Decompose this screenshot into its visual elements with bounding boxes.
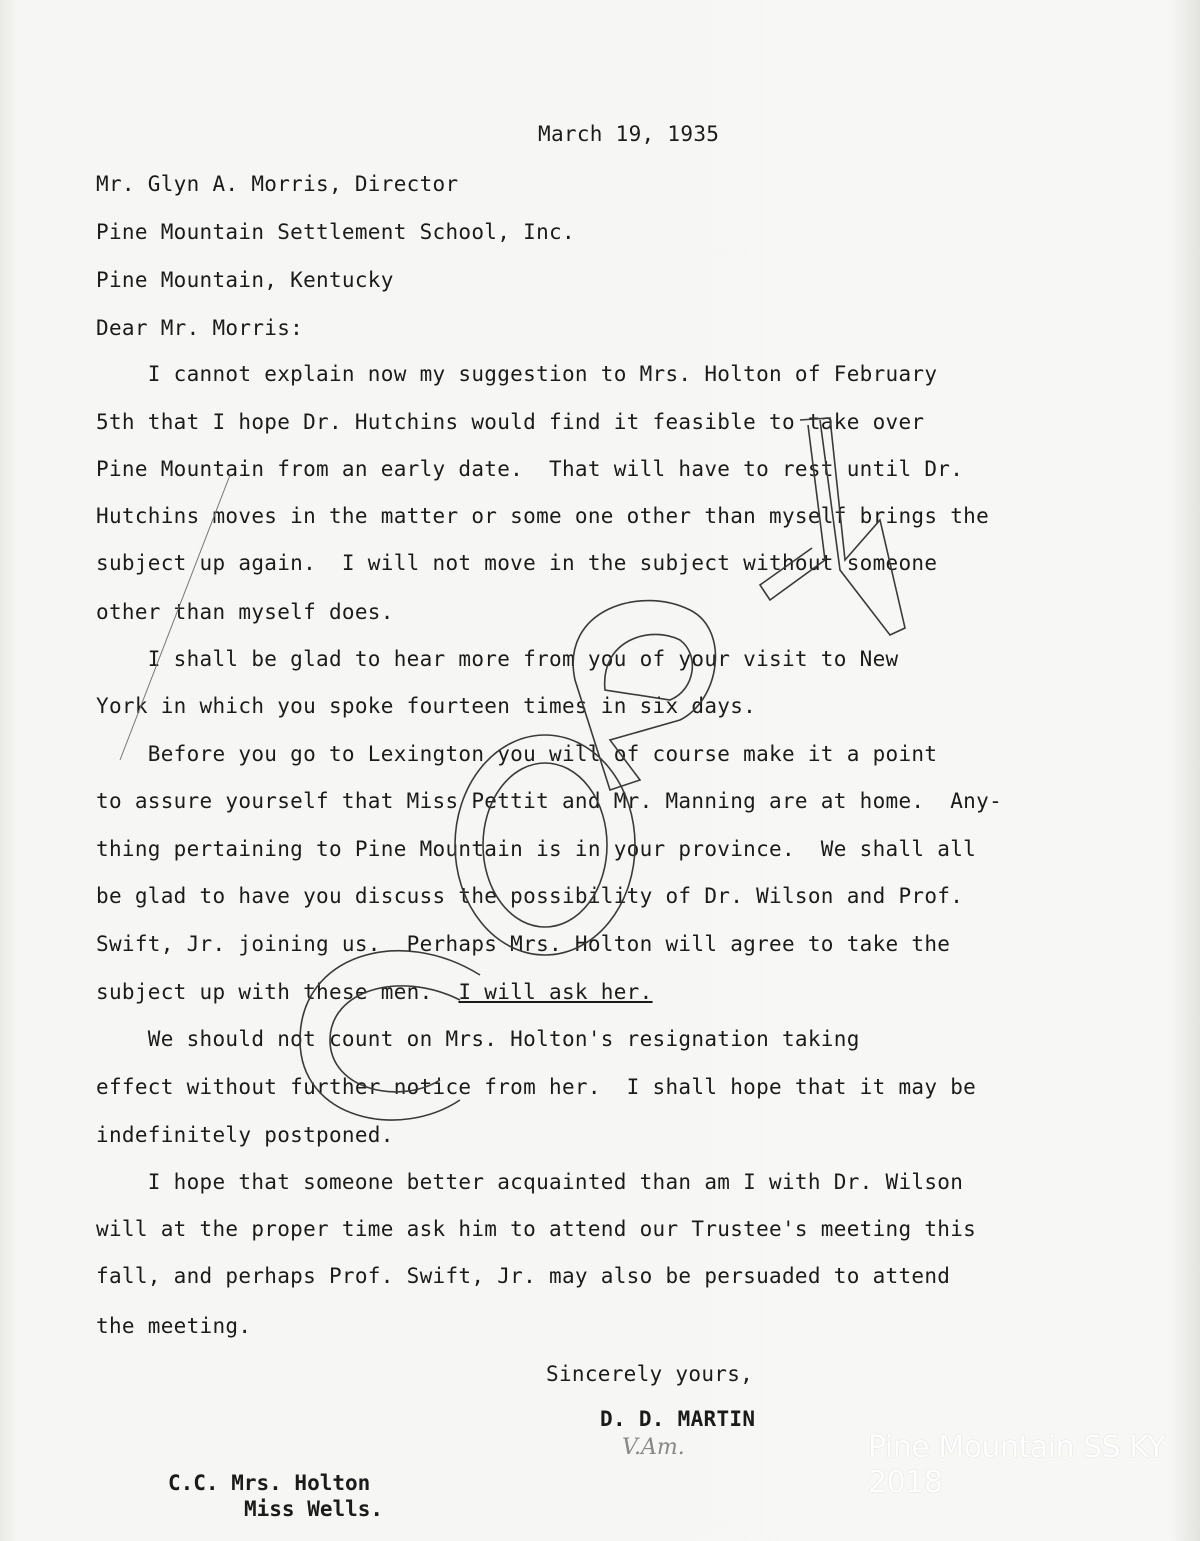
archive-watermark: Pine Mountain SS KY 2018 [868,1430,1166,1500]
body-line: I hope that someone better acquainted than am I with Dr. Wilson [96,1170,964,1194]
address-line-3: Pine Mountain, Kentucky [96,268,394,292]
body-line: to assure yourself that Miss Pettit and Mr. Manning are at home. Any- [96,789,1003,813]
underlined-phrase: I will ask her. [458,980,653,1004]
body-line: fall, and perhaps Prof. Swift, Jr. may also be persuaded to attend [96,1264,951,1288]
address-line-2: Pine Mountain Settlement School, Inc. [96,220,575,244]
body-line: I shall be glad to hear more from you of your visit to New [96,647,899,671]
body-line: Before you go to Lexington you will of course make it a point [96,742,938,766]
body-line: We should not count on Mrs. Holton's resignation taking [96,1027,860,1051]
body-line: indefinitely postponed. [96,1123,394,1147]
body-line: be glad to have you discuss the possibility of Dr. Wilson and Prof. [96,884,964,908]
body-line: I cannot explain now my suggestion to Mrs. Holton of February [96,362,938,386]
body-line: other than myself does. [96,600,394,624]
signature: D. D. MARTIN [600,1407,756,1431]
body-line: Hutchins moves in the matter or some one other than myself brings the [96,504,990,528]
body-line: effect without further notice from her. I shall hope that it may be [96,1075,977,1099]
cc-line: Miss Wells. [244,1497,384,1521]
body-line: 5th that I hope Dr. Hutchins would find it feasible to take over [96,410,925,434]
body-line: subject up again. I will not move in the subject without someone [96,551,938,575]
body-line: will at the proper time ask him to attend our Trustee's meeting this [96,1217,977,1241]
cc-line: C.C. Mrs. Holton [168,1471,371,1495]
body-line: Pine Mountain from an early date. That will have to rest until Dr. [96,457,964,481]
letter-date: March 19, 1935 [538,122,720,146]
body-line: York in which you spoke fourteen times in six days. [96,694,757,718]
body-line: the meeting. [96,1314,252,1338]
body-line: thing pertaining to Pine Mountain is in your province. We shall all [96,837,977,861]
typist-initials: V.Am. [622,1435,685,1460]
address-line-1: Mr. Glyn A. Morris, Director [96,172,459,196]
closing: Sincerely yours, [546,1362,754,1386]
body-line-text: subject up with these men. [96,980,433,1004]
body-line: Swift, Jr. joining us. Perhaps Mrs. Holton will agree to take the [96,932,951,956]
carbon-copy-list [168,1470,383,1522]
salutation: Dear Mr. Morris: [96,316,304,340]
body-line-with-underline [96,978,653,1006]
